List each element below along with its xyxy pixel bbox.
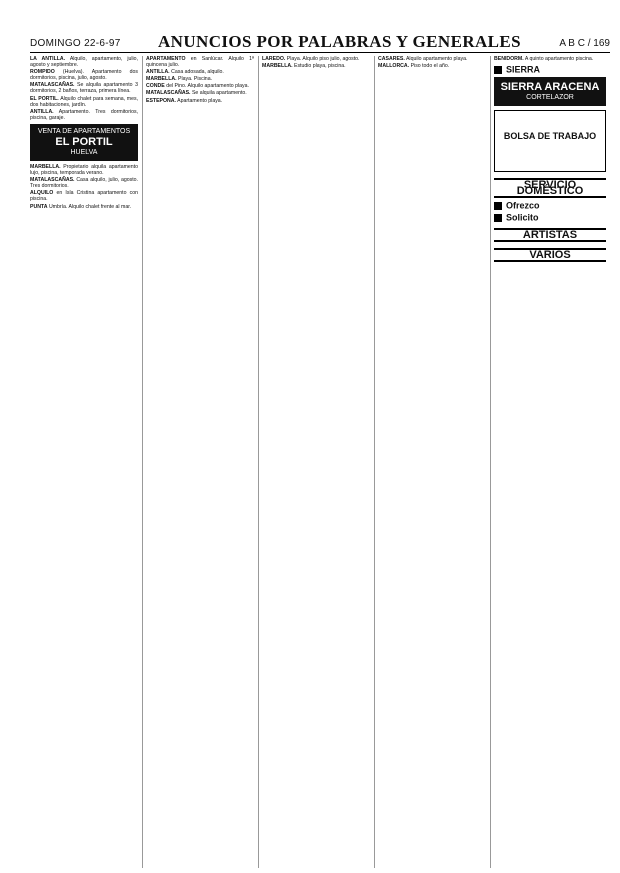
bolsa-trabajo-box: BOLSA DE TRABAJO: [494, 110, 606, 172]
sierra-aracena-box: SIERRA ARACENA CORTELAZOR: [494, 77, 606, 106]
column-1: [30, 56, 138, 868]
ad-box-line: HUELVA: [70, 148, 98, 156]
ad-body: en Isla Cristina apartamento con piscina.: [30, 190, 138, 203]
classified-ad: [30, 190, 138, 202]
ad-body: Umbría. Alquilo chalet frente al mar.: [48, 203, 132, 210]
ad-body: Piso todo el año.: [410, 63, 450, 70]
classified-ad: [146, 83, 254, 89]
square-icon: [494, 214, 502, 222]
column-4: [378, 56, 486, 868]
classified-ad: [30, 82, 138, 94]
ad-body: Playa. Piscina.: [178, 76, 213, 83]
ad-body: en Sanlúcar. Alquilo 1ª quincena julio.: [146, 56, 254, 69]
el-portil-ad-box: [30, 124, 138, 161]
classified-ad: [146, 56, 254, 68]
ad-headword: MATALASCAÑAS.: [146, 90, 191, 97]
ad-headword: ROMPIDO: [30, 69, 55, 76]
ad-body: (Huelva). Apartamento dos dormitorios, piscina, julio, agosto.: [30, 69, 138, 82]
servicio-domestico-head: SERVICIO DOMÉSTICO: [494, 178, 606, 198]
page-title: ANUNCIOS POR PALABRAS Y GENERALES: [158, 32, 522, 51]
ad-headword: ANTILLA.: [146, 69, 170, 76]
ad-body: Estudio playa, piscina.: [294, 63, 346, 70]
ad-headword: LAREDO.: [262, 56, 286, 62]
ad-headword: MATALASCAÑAS.: [30, 82, 75, 89]
ad-body: Apartamento. Tres dormitorios, piscina, garaje.: [30, 108, 138, 121]
ad-box-line: VENTA DE APARTAMENTOS: [37, 127, 131, 135]
ad-body: Apartamento playa.: [177, 97, 223, 104]
ad-headword: PUNTA: [30, 203, 48, 210]
ad-headword: ALQUILO: [30, 190, 54, 197]
classified-ad: [30, 69, 138, 81]
classified-ad: [30, 177, 138, 189]
column-5: [494, 56, 606, 868]
classified-ad: [262, 56, 370, 62]
ad-headword: APARTAMENTO: [146, 56, 186, 62]
ad-headword: ANTILLA.: [30, 108, 54, 115]
sierra-heading: SIERRA: [494, 66, 606, 74]
ad-body: del Pino. Alquilo apartamento playa.: [166, 83, 249, 90]
square-icon: [494, 66, 502, 74]
classified-ad: [146, 69, 254, 75]
ad-body: Alquilo, apartamento, julio, agosto y septiembre.: [30, 56, 138, 69]
ad-headword: MARBELLA.: [146, 76, 177, 83]
ad-headword: EL PORTIL.: [30, 95, 59, 102]
artistas-head: ARTISTAS: [494, 228, 606, 242]
ad-body: Playa. Alquilo piso julio, agosto.: [286, 56, 360, 62]
ad-body: Propietario alquila apartamento lujo, piscina, temporada verano.: [30, 163, 138, 177]
classified-ad: [378, 63, 486, 69]
ad-headword: MARBELLA.: [262, 63, 293, 70]
ad-headword: MALLORCA.: [378, 63, 410, 70]
ad-headword: CASARES.: [378, 56, 405, 62]
column-2: [146, 56, 254, 868]
classified-ad: [30, 164, 138, 176]
ofrezco-head: Ofrezco: [494, 202, 606, 210]
classified-ad: [30, 96, 138, 108]
classified-ad: [378, 56, 486, 62]
classified-ad: [30, 109, 138, 121]
ad-headword: BENIDORM.: [494, 56, 524, 62]
classified-ad: [146, 76, 254, 82]
ad-box-line: EL PORTIL: [55, 135, 113, 148]
ad-body: Se alquila apartamento 3 dormitorios, 2 baños, terraza, primera línea.: [30, 82, 138, 95]
page-date: DOMINGO 22-6-97: [30, 38, 121, 49]
page-number: A B C / 169: [559, 38, 610, 49]
ad-headword: MARBELLA.: [30, 163, 61, 170]
ad-body: Alquilo apartamento playa.: [405, 56, 468, 62]
ad-body: Alquilo chalet para semana, mes, dos habitaciones, jardín.: [30, 95, 138, 108]
square-icon: [494, 202, 502, 210]
varios-head: VARIOS: [494, 248, 606, 262]
classified-ad: [262, 63, 370, 69]
ad-headword: ESTEPONA.: [146, 97, 176, 104]
classified-ad: [146, 90, 254, 96]
ad-headword: LA ANTILLA.: [30, 56, 66, 62]
classified-columns: [30, 56, 610, 868]
classified-ad: [30, 56, 138, 68]
column-3: [262, 56, 370, 868]
solicito-head: Solicito: [494, 214, 606, 222]
ad-body: Se alquila apartamento.: [191, 90, 247, 97]
classified-ad: [146, 98, 254, 104]
ad-body: A quinto apartamento piscina.: [524, 56, 594, 62]
ad-body: Casa alquilo, julio, agosto. Tres dormitorios.: [30, 177, 138, 190]
classified-ad: [494, 56, 606, 62]
ad-headword: CONDE: [146, 83, 165, 90]
ad-body: Casa adosada, alquilo.: [171, 69, 224, 76]
page-header: [30, 34, 610, 53]
classified-ad: [30, 204, 138, 210]
ad-headword: MATALASCAÑAS.: [30, 177, 75, 184]
